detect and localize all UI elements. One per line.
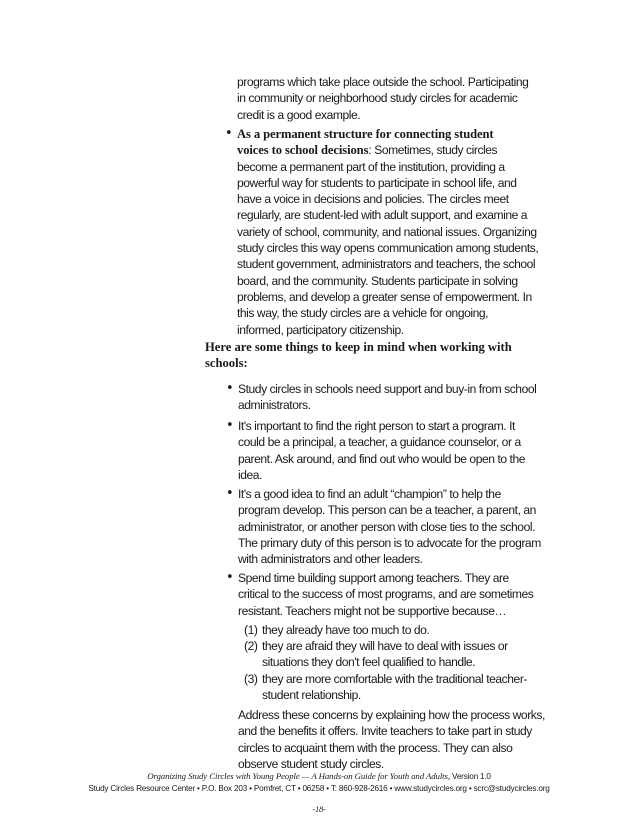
text-line: in community or neighborhood study circles for academic xyxy=(237,91,518,106)
text-line: study circles this way opens communication among students, xyxy=(237,241,539,256)
text-line: idea. xyxy=(238,467,262,482)
text-line: critical to the success of most programs, and are sometimes xyxy=(238,587,534,602)
bullet-icon: • xyxy=(226,570,234,585)
text-line: problems, and develop a greater sense of empowerment. In xyxy=(237,289,532,304)
guide-version: Version 1.0 xyxy=(449,772,491,781)
reason-number: (2) xyxy=(244,639,258,653)
lead-in-rest: : Sometimes, study circles xyxy=(368,143,498,158)
text-line: student relationship. xyxy=(262,688,361,703)
text-line xyxy=(237,126,538,142)
text-line: situations they don't feel qualified to handle. xyxy=(262,655,476,670)
bullet-icon: • xyxy=(226,486,234,501)
text-line: resistant. Teachers might not be supportive because… xyxy=(238,603,507,618)
text-line: parent. Ask around, and find out who would be open to the xyxy=(238,451,525,466)
text-line: administrator, or another person with close ties to the school. xyxy=(238,519,536,534)
heading-line: schools: xyxy=(205,356,248,371)
address-concerns-paragraph xyxy=(238,707,545,772)
text-line: program develop. This person can be a teacher, a parent, an xyxy=(238,503,536,518)
text-line: Address these concerns by explaining how the process works, xyxy=(238,708,545,722)
text-line: The primary duty of this person is to advocate for the program xyxy=(238,535,541,550)
reason-item xyxy=(244,638,508,671)
footer-title-line xyxy=(0,771,638,781)
text-line: student government, administrators and teachers, the school xyxy=(237,257,536,272)
reason-item xyxy=(244,622,429,638)
continuation-paragraph xyxy=(237,74,528,123)
text-line: credit is a good example. xyxy=(237,107,361,122)
reason-number: (3) xyxy=(244,672,258,686)
bullet-icon: • xyxy=(226,381,234,396)
heading-line: Here are some things to keep in mind when working with xyxy=(205,340,512,354)
text-line: they are afraid they will have to deal with issues or xyxy=(262,639,508,653)
reason-item xyxy=(244,671,527,704)
text-line: It's a good idea to find an adult “champion” to help the xyxy=(238,487,501,501)
text-line: they already have too much to do. xyxy=(262,623,430,637)
page-number xyxy=(0,804,638,814)
bullet-icon: • xyxy=(225,126,233,141)
text-line: Spend time building support among teachers. They are xyxy=(238,571,509,585)
tip-right-person xyxy=(238,418,525,483)
text-line: It's important to find the right person to start a program. It xyxy=(238,419,515,433)
text-line: Study circles in schools need support and buy-in from school xyxy=(238,382,537,396)
text-line: board, and the community. Students participate in solving xyxy=(237,273,518,288)
text-line xyxy=(237,142,538,158)
text-line: powerful way for students to participate in school life, and xyxy=(237,175,517,190)
bullet-icon: • xyxy=(226,418,234,433)
text-line: administrators. xyxy=(238,398,311,413)
text-line: could be a principal, a teacher, a guidance counselor, or a xyxy=(238,435,521,450)
tip-support-buy-in xyxy=(238,381,536,414)
text-line: with administrators and other leaders. xyxy=(238,552,423,567)
text-line: have a voice in decisions and policies. The circles meet xyxy=(237,192,509,207)
page-number-text: -18- xyxy=(312,804,326,814)
text-line: regularly, are student-led with adult support, and examine a xyxy=(237,208,528,223)
text-line: circles to acquaint them with the process. They can also xyxy=(238,740,513,755)
text-line: this way, the study circles are a vehicle for ongoing, xyxy=(237,306,489,321)
tip-adult-champion xyxy=(238,486,541,567)
text-line: observe student study circles. xyxy=(238,756,384,771)
permanent-structure-paragraph xyxy=(237,126,538,338)
text-line: informed, participatory citizenship. xyxy=(237,322,404,337)
text-line: they are more comfortable with the traditional teacher- xyxy=(262,672,527,686)
text-line: programs which take place outside the school. Participating xyxy=(237,75,529,89)
schools-heading xyxy=(205,339,512,372)
text-line: and the benefits it offers. Invite teachers to take part in study xyxy=(238,724,532,739)
reason-number: (1) xyxy=(244,623,258,637)
footer-contact: Study Circles Resource Center • P.O. Box 203 • Pomfret, CT • 06258 • T: 860-928-2616 • www.studycircles.org • scrc@studycircles.org xyxy=(88,784,550,793)
guide-title: Organizing Study Circles with Young People — A Hands-on Guide for Youth and Adults, xyxy=(147,771,450,781)
bold-lead-in: voices to school decisions xyxy=(237,143,369,158)
bold-lead-in: As a permanent structure for connecting student xyxy=(237,127,494,141)
text-line: become a permanent part of the institution, providing a xyxy=(237,159,505,174)
text-line: variety of school, community, and national issues. Organizing xyxy=(237,224,537,239)
tip-teacher-support xyxy=(238,570,533,619)
